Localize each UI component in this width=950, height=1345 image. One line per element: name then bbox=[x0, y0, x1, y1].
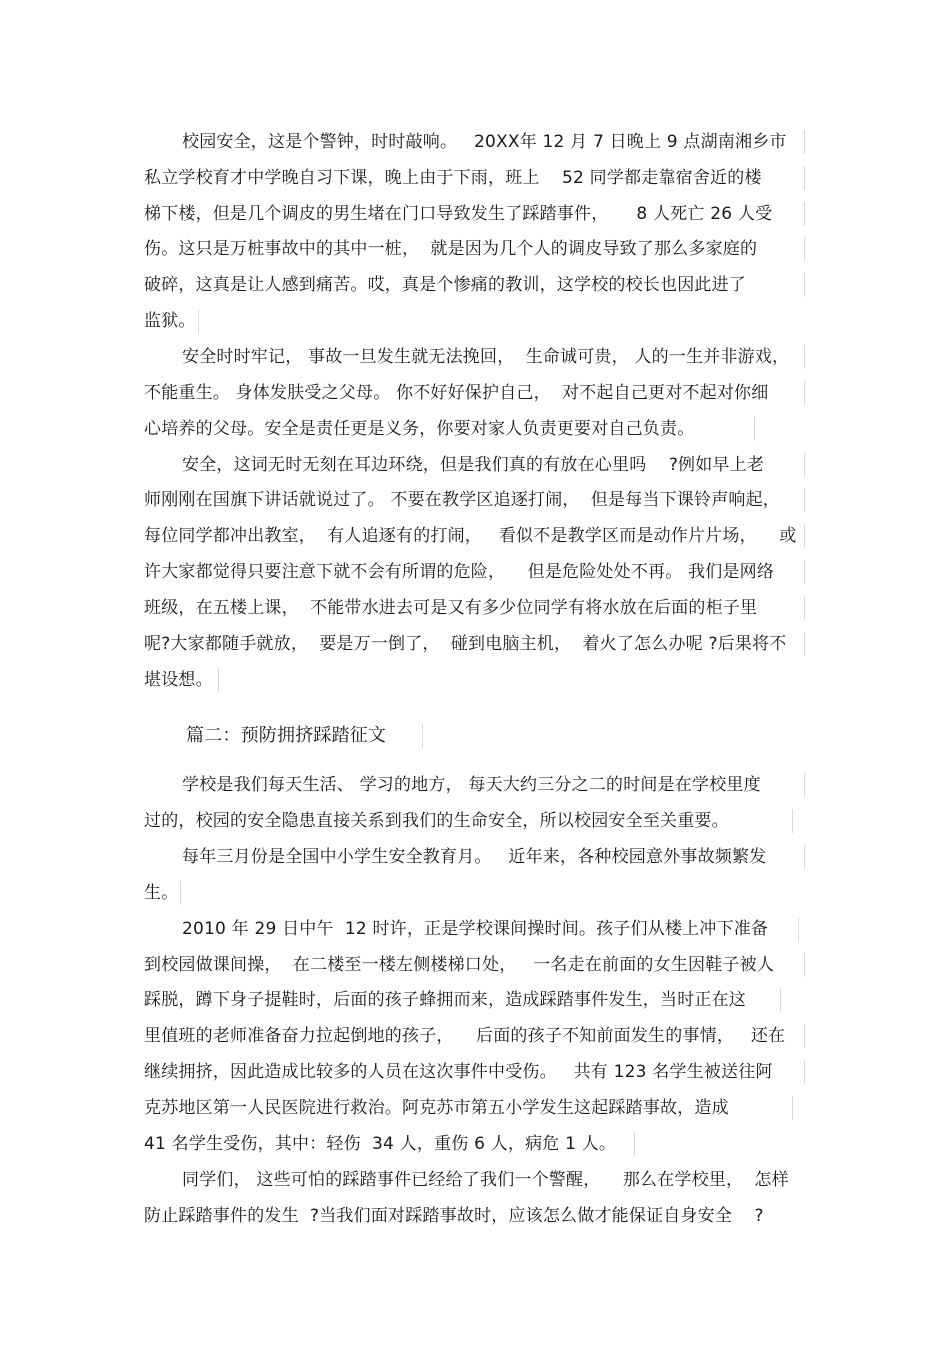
section-heading: 篇二：预防拥挤踩踏征文 bbox=[186, 725, 387, 746]
text-line: 克苏地区第一人民医院进行救治。阿克苏市第五小学发生这起踩踏事故，造成 bbox=[144, 1098, 729, 1118]
text-line: 学校是我们每天生活、 学习的地方， 每天大约三分之二的时间是在学校里度 bbox=[182, 775, 761, 795]
line-marker bbox=[798, 917, 799, 941]
text-line: 监狱。 bbox=[144, 311, 196, 331]
text-line: 私立学校育才中学晚自习下课，晚上由于下雨，班上 52 同学都走靠宿舍近的楼 bbox=[144, 168, 762, 188]
text-line: 伤。这只是万桩事故中的其中一桩， 就是因为几个人的调皮导致了那么多家庭的 bbox=[144, 239, 758, 259]
text-line: 安全时时牢记， 事故一旦发生就无法挽回， 生命诚可贵， 人的一生并非游戏， bbox=[182, 347, 790, 367]
text-line: 梯下楼，但是几个调皮的男生堵在门口导致发生了踩踏事件， 8 人死亡 26 人受 bbox=[144, 204, 773, 224]
text-line: 堪设想。 bbox=[144, 670, 213, 690]
text-line: 每位同学都冲出教室， 有人追逐有的打闹， 看似不是教学区而是动作片片场， 或 bbox=[144, 526, 797, 546]
line-marker bbox=[804, 632, 805, 656]
text-line: 2010 年 29 日中午 12 时许，正是学校课间操时间。孩子们从楼上冲下准备 bbox=[182, 919, 769, 939]
line-marker bbox=[804, 953, 805, 977]
line-marker bbox=[804, 845, 805, 869]
text-line: 许大家都觉得只要注意下就不会有所谓的危险， 但是危险处处不再。 我们是网络 bbox=[144, 562, 775, 582]
line-marker bbox=[792, 1096, 793, 1120]
text-line: 校园安全，这是个警钟，时时敲响。 20XX年 12 月 7 日晚上 9 点湖南湘乡市 bbox=[182, 132, 787, 152]
line-marker bbox=[804, 1024, 805, 1048]
line-marker bbox=[804, 202, 805, 226]
text-line: 41 名学生受伤，其中：轻伤 34 人，重伤 6 人，病危 1 人。 bbox=[144, 1134, 617, 1154]
line-marker bbox=[804, 130, 805, 154]
text-line: 生。 bbox=[144, 883, 179, 903]
text-line: 过的，校园的安全隐患直接关系到我们的生命安全，所以校园安全至关重要。 bbox=[144, 811, 729, 831]
line-marker bbox=[180, 881, 181, 905]
line-marker bbox=[804, 1060, 805, 1084]
line-marker bbox=[804, 524, 805, 548]
line-marker bbox=[218, 668, 219, 692]
line-marker bbox=[780, 988, 781, 1012]
text-line: 安全，这词无时无刻在耳边环绕，但是我们真的有放在心里吗 ?例如早上老 bbox=[182, 455, 765, 475]
text-line: 师刚刚在国旗下讲话就说过了。 不要在教学区追逐打闹， 但是每当下课铃声响起， bbox=[144, 490, 781, 510]
line-marker bbox=[804, 453, 805, 477]
text-line: 到校园做课间操， 在二楼至一楼左侧楼梯口处， 一名走在前面的女生因鞋子被人 bbox=[144, 955, 775, 975]
text-line: 呢?大家都随手就放， 要是万一倒了， 碰到电脑主机， 着火了怎么办呢 ?后果将不 bbox=[144, 634, 787, 654]
text-line: 继续拥挤，因此造成比较多的人员在这次事件中受伤。 共有 123 名学生被送往阿 bbox=[144, 1062, 773, 1082]
line-marker bbox=[804, 381, 805, 405]
text-line: 踩脱，蹲下身子提鞋时，后面的孩子蜂拥而来，造成踩踏事件发生，当时正在这 bbox=[144, 990, 746, 1010]
text-line: 破碎，这真是让人感到痛苦。哎，真是个惨痛的教训，这学校的校长也因此进了 bbox=[144, 275, 746, 295]
line-marker bbox=[792, 809, 793, 833]
line-marker bbox=[804, 773, 805, 797]
line-marker bbox=[634, 1132, 635, 1156]
line-marker bbox=[804, 237, 805, 261]
text-line: 班级，在五楼上课， 不能带水进去可是又有多少位同学有将水放在后面的柜子里 bbox=[144, 598, 758, 618]
line-marker bbox=[754, 417, 755, 441]
line-marker bbox=[804, 273, 805, 297]
text-line: 心培养的父母。安全是责任更是义务，你要对家人负责更要对自己负责。 bbox=[144, 419, 695, 439]
text-line: 每年三月份是全国中小学生安全教育月。 近年来，各种校园意外事故频繁发 bbox=[182, 847, 767, 867]
line-marker bbox=[804, 166, 805, 190]
line-marker bbox=[804, 488, 805, 512]
line-marker bbox=[804, 345, 805, 369]
text-line: 里值班的老师准备奋力拉起倒地的孩子， 后面的孩子不知前面发生的事情， 还在 bbox=[144, 1026, 786, 1046]
line-marker bbox=[422, 724, 423, 748]
text-line: 同学们， 这些可怕的踩踏事件已经给了我们一个警醒， 那么在学校里， 怎样 bbox=[182, 1170, 789, 1190]
line-marker bbox=[804, 560, 805, 584]
line-marker bbox=[198, 309, 199, 333]
line-marker bbox=[804, 596, 805, 620]
text-line: 防止踩踏事件的发生 ?当我们面对踩踏事故时，应该怎么做才能保证自身安全 ? bbox=[144, 1206, 764, 1226]
text-line: 不能重生。 身体发肤受之父母。 你不好好保护自己， 对不起自己更对不起对你细 bbox=[144, 383, 769, 403]
